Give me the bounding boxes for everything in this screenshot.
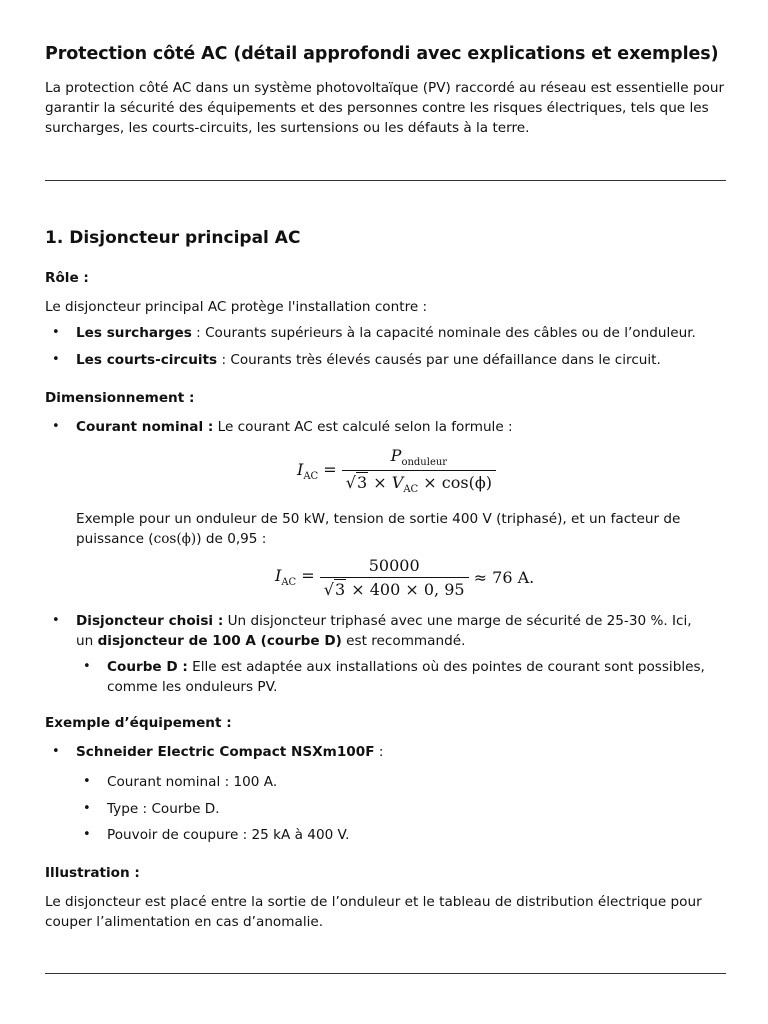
dimensioning-label: Dimensionnement : xyxy=(45,390,195,406)
intro-paragraph: La protection côté AC dans un système photovoltaïque (PV) raccordé au réseau est essentielle pour garantir la sécurité des équipements et des personnes contre les risques électriques, tels que les surcharges, les courts-circuits, les surtensions ou les défauts à la terre. xyxy=(45,80,725,136)
list-item: • Courant nominal : Le courant AC est calculé selon la formule : xyxy=(76,417,513,437)
page-title: Protection côté AC (détail approfondi avec explications et exemples) xyxy=(45,44,719,64)
list-item: • Type : Courbe D. xyxy=(107,799,220,819)
list-item: • Courbe D : Elle est adaptée aux installations où des pointes de courant sont possibles, comme les onduleurs PV. xyxy=(107,657,727,697)
formula-current: $I_{AC}$ = $\frac{P_{onduleur}}{√3 \times V_{AC} \times \cos(\phi)}$ xyxy=(297,446,496,495)
role-label: Rôle : xyxy=(45,270,89,286)
section-heading: 1. Disjoncteur principal AC xyxy=(45,228,301,248)
illustration-paragraph: Le disjoncteur est placé entre la sortie de l’onduleur et le tableau de distribution électrique pour couper l’alimentation en cas d’anomalie. xyxy=(45,894,702,930)
list-item: • Les courts-circuits : Courants très élevés causés par une défaillance dans le circuit. xyxy=(76,350,661,370)
equipment-label: Exemple d’équipement : xyxy=(45,715,232,731)
list-item: • Les surcharges : Courants supérieurs à la capacité nominale des câbles ou de l’onduleur. xyxy=(76,323,696,343)
list-item: • Schneider Electric Compact NSXm100F : xyxy=(76,742,383,762)
divider-bottom xyxy=(45,973,726,974)
list-item: • Pouvoir de coupure : 25 kA à 400 V. xyxy=(107,825,349,845)
illustration-label: Illustration : xyxy=(45,865,140,881)
formula-example: $I_{AC}$ = $\frac{50000}{√3 \times 400 \times 0, 95}$ ≈ 76 A. xyxy=(275,556,535,599)
list-item: • Disjoncteur choisi : Un disjoncteur triphasé avec une marge de sécurité de 25-30 %. Ici, un disjoncteur de 100 A (courbe D) est recommandé. xyxy=(76,611,726,651)
divider-top xyxy=(45,180,726,181)
list-item: • Courant nominal : 100 A. xyxy=(107,772,277,792)
example-paragraph: Exemple pour un onduleur de 50 kW, tension de sortie 400 V (triphasé), et un facteur de puissance (cos(ϕ)) de 0,95 : xyxy=(76,511,681,547)
role-text: Le disjoncteur principal AC protège l'installation contre : xyxy=(45,299,428,315)
